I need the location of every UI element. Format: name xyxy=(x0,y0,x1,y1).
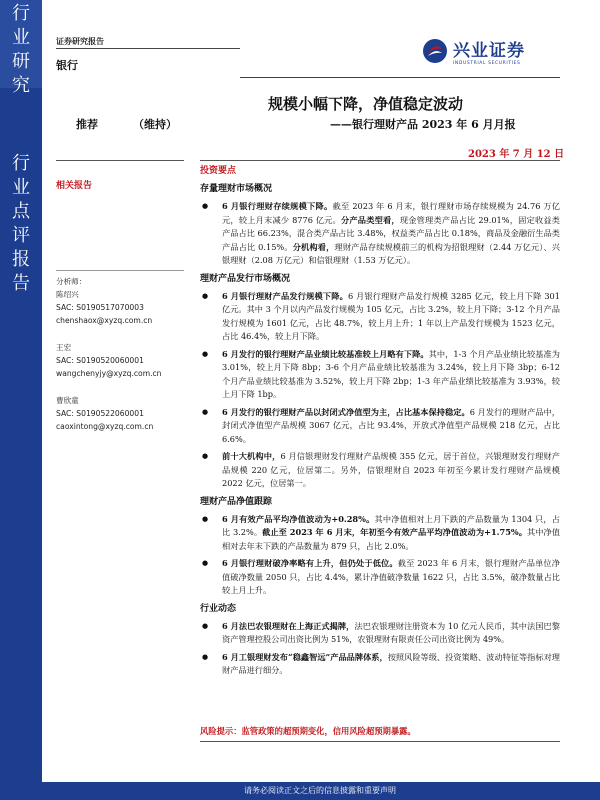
bullet-item: ● 6 月银行理财存续规模下降。截至 2023 年 6 月末，银行理财市场存续规模为 24.76 万亿元，较上月末减少 8776 亿元。分产品类型看，现金管理类产品占比 29.01%，固定收益类产品占比 66.23%，混合类产品占比 3.48%，权益类产品占比 0.18%，商品及金融衍生品类产品占比 0.15%。分机构看，理财产品存续规模前三的机构为招银理财（2.44 万亿元）、兴银理财（2.08 万亿元）和信银理财（1.53 万亿元）。 xyxy=(200,200,560,268)
section-heading: 行业动态 xyxy=(200,603,237,614)
analyst-divider xyxy=(56,270,184,271)
analyst-name: 王宏 xyxy=(56,343,72,352)
logo-text-en: INDUSTRIAL SECURITIES xyxy=(453,61,521,66)
main-divider xyxy=(200,160,560,161)
related-reports-heading[interactable]: 相关报告 xyxy=(56,181,93,191)
analyst-heading: 分析师： xyxy=(56,277,87,286)
footer-disclaimer: 请务必阅读正文之后的信息披露和重要声明 xyxy=(244,786,396,795)
report-title: 规模小幅下降，净值稳定波动 xyxy=(268,95,464,113)
report-subtitle: ——银行理财产品 2023 年 6 月月报 xyxy=(330,118,516,131)
bullet-item: ● 前十大机构中，6 月信银理财发行理财产品规模 355 亿元，居于首位，兴银理财发行理财产品规模 220 亿元，位居第二。另外，信银理财自 2023 年初至今累计发行理财产品规模 2022 亿元，位居第一。 xyxy=(200,450,560,491)
left-divider xyxy=(56,160,184,161)
report-type: 证券研究报告 xyxy=(56,37,104,46)
rating-note: （维持） xyxy=(133,118,177,131)
analyst-sac: SAC: S0190520060001 xyxy=(56,356,144,365)
logo-emblem-icon xyxy=(422,38,448,64)
bullet-item: ● 6 月发行的银行理财产品业绩比较基准较上月略有下降。其中，1-3 个月产品业绩比较基准为 3.01%，较上月下降 8bp；3-6 个月产品业绩比较基准为 3.24%，较上月下降 3bp；6-12 个月产品业绩比较基准为 3.52%，较上月下降 2bp；1-3 年产品业绩比较基准为 3.93%，较上月下降 1bp。 xyxy=(200,348,560,402)
report-date: 2023 年 7 月 12 日 xyxy=(468,149,565,160)
risk-divider xyxy=(200,741,560,742)
analyst-email[interactable]: chenshaox@xyzq.com.cn xyxy=(56,316,153,325)
main-content xyxy=(200,164,560,678)
key-points-heading: 投资要点 xyxy=(200,166,237,176)
analyst-sac: SAC: S0190517070003 xyxy=(56,303,144,312)
analyst-email[interactable]: wangchenyjy@xyzq.com.cn xyxy=(56,369,162,378)
company-logo xyxy=(422,36,525,66)
analyst-name: 曹欣童 xyxy=(56,396,79,405)
analyst-card xyxy=(56,394,184,433)
risk-warning: 风险提示：监管政策的超预期变化，信用风险超预期暴露。 xyxy=(200,726,416,736)
bullet-item: ● 6 月有效产品平均净值波动为+0.28%。其中净值相对上月下跌的产品数量为 1304 只，占比 3.2%。截止至 2023 年 6 月末，年初至今有效产品平均净值波动为+1.75%。其中净值相对去年末下跌的产品数量为 879 只，占比 2.0%。 xyxy=(200,513,560,554)
section-heading: 存量理财市场概况 xyxy=(200,184,273,194)
analyst-list xyxy=(56,270,184,447)
bullet-item: ● 6 月工银理财发布“稳鑫智远”产品品牌体系，按照风险等级、投资策略、波动特征等指标对理财产品进行细分。 xyxy=(200,651,560,678)
analyst-sac: SAC: S0190522060001 xyxy=(56,409,144,418)
industry-label: 银行 xyxy=(56,59,78,72)
analyst-card xyxy=(56,288,184,327)
sidebar-top-label: 行 业 研 究 xyxy=(12,3,30,96)
bullet-item: ● 6 月发行的银行理财产品以封闭式净值型为主，占比基本保持稳定。6 月发行的理财产品中，封闭式净值型产品规模 3067 亿元，占比 93.4%，开放式净值型产品规模 218 亿元，占比 6.6%。 xyxy=(200,406,560,447)
analyst-name: 陈绍兴 xyxy=(56,290,79,299)
rating: 推荐 xyxy=(76,118,98,131)
analyst-card xyxy=(56,341,184,380)
bullet-item: ● 6 月法巴农银理财在上海正式揭牌，法巴农银理财注册资本为 10 亿元人民币，其中法国巴黎资产管理控股公司出资比例为 51%，农银理财有限责任公司出资比例为 49%。 xyxy=(200,620,560,647)
logo-text-cn: 兴业证券 xyxy=(453,41,525,61)
section-heading: 理财产品发行市场概况 xyxy=(200,273,291,284)
logo-divider xyxy=(240,77,560,78)
section-heading: 理财产品净值跟踪 xyxy=(200,496,273,507)
header-divider xyxy=(56,48,240,49)
sidebar xyxy=(0,0,42,800)
bullet-item: ● 6 月银行理财产品发行规模下降。6 月银行理财产品发行规模 3285 亿元，较上月下降 301 亿元。其中 3 个月以内产品发行规模为 105 亿元，占比 3.2%，较上月下降；3-12 个月产品发行规模为 1601 亿元，占比 48.7%，较上月上升；1 年以上产品发行规模为 1523 亿元，占比 46.4%，较上月下降。 xyxy=(200,290,560,344)
sidebar-report-category: 行 业 点 评 报 告 xyxy=(12,153,30,294)
footer-bar xyxy=(40,782,600,800)
bullet-item: ● 6 月银行理财破净率略有上升，但仍处于低位。截至 2023 年 6 月末，银行理财产品单位净值破净数量 2050 只，占比 4.4%，累计净值破净数量 1622 只，占比 3.5%，破净数量占比较上月上升。 xyxy=(200,557,560,598)
analyst-email[interactable]: caoxintong@xyzq.com.cn xyxy=(56,422,154,431)
